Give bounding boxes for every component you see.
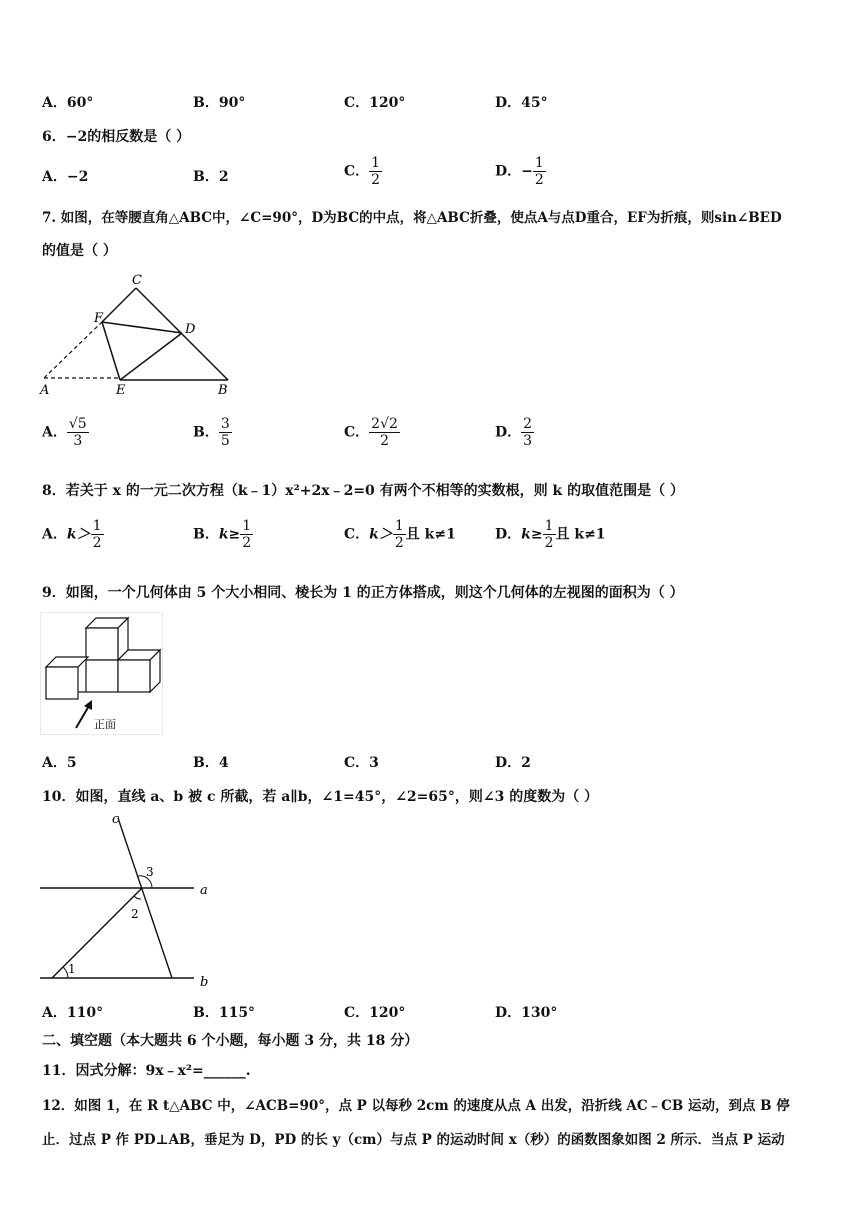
q7-option-a-prefix: A． [42, 424, 67, 441]
fraction-denominator: 2 [92, 535, 102, 551]
angle-2-label: 2 [131, 907, 139, 921]
fraction-numerator: 1 [92, 518, 102, 534]
fraction-denominator: 5 [220, 433, 230, 449]
fraction-denominator: 2 [380, 433, 389, 449]
fraction-numerator: 1 [544, 518, 554, 534]
q8-option-d-prefix: D． [495, 526, 522, 543]
q7-option-a-fraction [67, 416, 89, 449]
q9-option-a: A．5 [42, 755, 77, 771]
section-2-heading: 二、填空题（本大题共 6 个小题，每小题 3 分，共 18 分） [42, 1033, 419, 1049]
q7-option-a [42, 416, 89, 449]
label-c: c [112, 812, 120, 827]
fraction-denominator: 2 [394, 535, 404, 551]
cube-top-front-face [86, 628, 118, 660]
front-view-label: 正面 [94, 718, 116, 731]
q5-option-a: A．60° [42, 95, 94, 111]
q7-option-b-fraction [219, 416, 232, 449]
fraction-numerator: 2 [523, 416, 533, 432]
fraction-numerator: 1 [242, 518, 252, 534]
fraction-numerator: √5 [68, 416, 87, 432]
q9-cubes-figure [40, 612, 164, 736]
label-b: B [218, 383, 228, 398]
fraction-numerator: 1 [371, 155, 381, 171]
q8-option-d-fraction [543, 518, 556, 551]
angle-3-label: 3 [146, 865, 154, 879]
q8-stem: 8．若关于 x 的一元二次方程（k﹣1）x²+2x﹣2=0 有两个不相等的实数根，则 k 的取值范围是（ ） [42, 483, 684, 499]
q8-option-c-fraction [393, 518, 406, 551]
q6-option-d-fraction [533, 155, 546, 188]
label-a: A [40, 383, 50, 398]
q8-option-b-fraction [240, 518, 253, 551]
q12-stem-line1: 12．如图 1，在 R t△ABC 中，∠ACB=90°，点 P 以每秒 2cm 的速度从点 A 出发，沿折线 AC﹣CB 运动，到点 B 停 [42, 1098, 790, 1114]
line-c [118, 818, 172, 978]
q8-option-d-suffix: 且 k≠1 [555, 526, 606, 543]
segment-af-dashed [44, 322, 102, 378]
q8-option-b-var: k≥ [218, 526, 241, 543]
label-f: F [94, 311, 104, 326]
q7-option-d-fraction [521, 416, 534, 449]
q8-option-c [344, 518, 456, 551]
q8-option-a-fraction [91, 518, 104, 551]
label-a: a [200, 883, 208, 898]
fraction-denominator: 3 [523, 433, 533, 449]
fraction-denominator: 2 [371, 172, 381, 188]
q6-option-c [344, 155, 382, 188]
q6-stem: 6．−2的相反数是（ ） [42, 129, 191, 145]
q7-option-b-prefix: B． [193, 424, 219, 441]
q8-option-a-var: k＞ [66, 526, 91, 543]
label-e: E [116, 383, 126, 398]
fraction-numerator: 1 [394, 518, 404, 534]
fraction-numerator: 3 [220, 416, 230, 432]
q10-option-b: B．115° [193, 1005, 256, 1021]
q8-option-c-prefix: C． [344, 526, 370, 543]
q9-option-c: C．3 [344, 755, 379, 771]
transversal [52, 888, 142, 978]
fraction-numerator: 2√2 [371, 416, 398, 432]
q6-option-c-fraction [369, 155, 382, 188]
angle-1-label: 1 [68, 962, 76, 976]
label-d: D [185, 322, 196, 337]
cube-middle-front-face [86, 660, 118, 692]
q8-option-b [193, 518, 253, 551]
q10-stem: 10．如图，直线 a、b 被 c 所截，若 a∥b，∠1=45°，∠2=65°，则∠3 的度数为（ ） [42, 789, 599, 805]
fraction-denominator: 2 [242, 535, 252, 551]
cube-left-top-face [46, 657, 88, 667]
segment-ed [120, 333, 182, 380]
fraction-denominator: 2 [534, 172, 544, 188]
label-b: b [200, 975, 209, 990]
q8-option-b-prefix: B． [193, 526, 219, 543]
cube-right-front-face [118, 660, 150, 692]
q6-option-a: A．−2 [42, 169, 89, 185]
segment-cf [102, 288, 136, 322]
q6-option-d [495, 155, 546, 188]
q11-stem: 11．因式分解：9x﹣x²=______. [42, 1063, 251, 1079]
q9-stem: 9．如图，一个几何体由 5 个大小相同、棱长为 1 的正方体搭成，则这个几何体的左视图的面积为（ ） [42, 585, 684, 601]
q7-option-d [495, 416, 534, 449]
q8-option-d [495, 518, 606, 551]
q8-option-a-prefix: A． [42, 526, 67, 543]
angle-2-arc [134, 896, 141, 899]
q6-option-c-prefix: C． [344, 163, 370, 180]
segment-fe [102, 322, 120, 380]
q7-stem-line2: 的值是（ ） [42, 243, 117, 259]
q5-option-d: D．45° [495, 95, 548, 111]
q12-stem-line2: 止．过点 P 作 PD⊥AB，垂足为 D，PD 的长 y（cm）与点 P 的运动时间 x（秒）的函数图象如图 2 所示．当点 P 运动 [42, 1132, 785, 1148]
q6-option-d-prefix: D．− [495, 163, 533, 180]
q10-option-a: A．110° [42, 1005, 104, 1021]
q10-option-d: D．130° [495, 1005, 558, 1021]
q8-option-a [42, 518, 104, 551]
q7-option-c [344, 416, 400, 449]
q5-option-c: C．120° [344, 95, 406, 111]
segment-cb [136, 288, 228, 380]
q7-option-c-fraction [369, 416, 400, 449]
q6-option-b: B．2 [193, 169, 229, 185]
segment-fd [102, 322, 182, 333]
cube-left-front-face [46, 667, 78, 699]
q7-option-d-prefix: D． [495, 424, 522, 441]
q7-stem-line1: 7. 如图，在等腰直角△ABC中，∠C=90°，D为BC的中点，将△ABC折叠，使点A与点D重合，EF为折痕，则sin∠BED [42, 210, 782, 226]
q8-option-c-suffix: 且 k≠1 [405, 526, 456, 543]
q10-option-c: C．120° [344, 1005, 406, 1021]
q10-parallel-lines-figure [38, 808, 218, 994]
q8-option-d-var: k≥ [521, 526, 543, 543]
q9-option-b: B．4 [193, 755, 229, 771]
q7-option-c-prefix: C． [344, 424, 370, 441]
fraction-denominator: 2 [544, 535, 554, 551]
label-c: C [132, 273, 142, 288]
q8-option-c-var: k＞ [369, 526, 393, 543]
fraction-numerator: 1 [534, 155, 544, 171]
q9-option-d: D．2 [495, 755, 531, 771]
q5-option-b: B．90° [193, 95, 246, 111]
fraction-denominator: 3 [73, 433, 83, 449]
q7-triangle-figure [36, 270, 236, 400]
q7-option-b [193, 416, 232, 449]
